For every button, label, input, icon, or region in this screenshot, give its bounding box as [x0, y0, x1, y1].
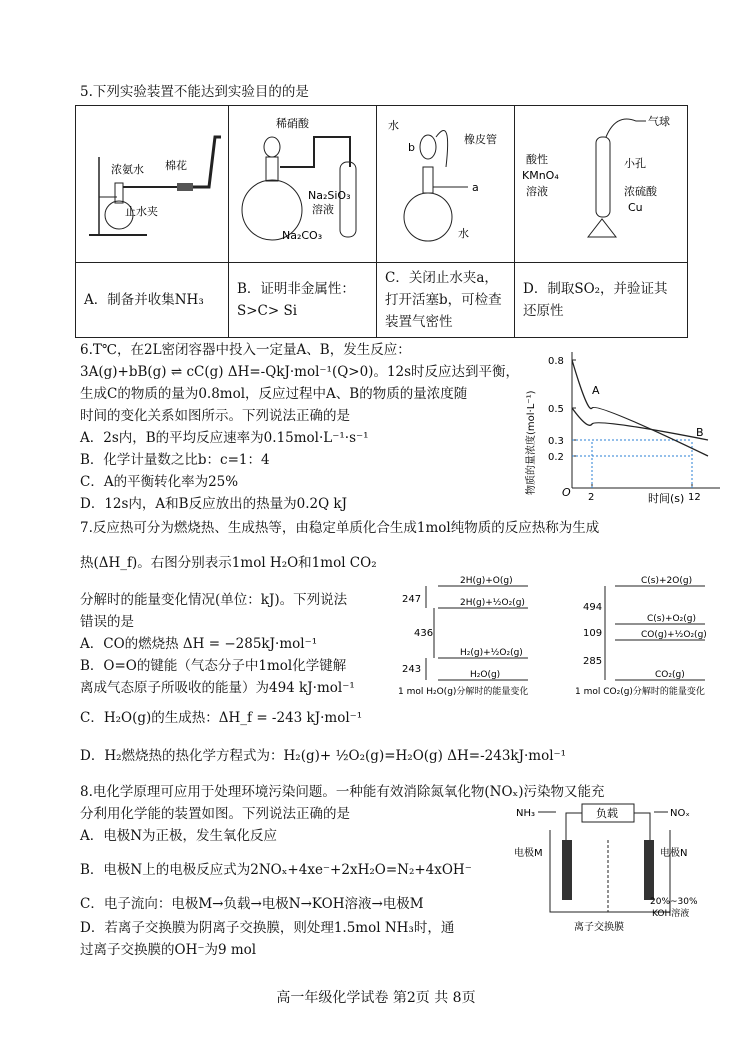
co2-value-0: 494 — [583, 602, 603, 613]
apparatus-b-label-3: Na₂CO₃ — [282, 229, 323, 242]
q5-option-b: B．证明非金属性：S>C> Si — [229, 263, 377, 338]
chart-series-label-b: B — [696, 426, 704, 439]
load-label: 负载 — [596, 807, 618, 820]
apparatus-c-label-1: b — [408, 141, 415, 154]
q7-option-d: D．H₂燃烧热的热化学方程式为：H₂(g)+ ½O₂(g)=H₂O(g) ΔH=-243kJ·mol⁻¹ — [80, 748, 567, 764]
chart-y-tick-label-1: 0.3 — [548, 436, 564, 447]
apparatus-d-label-5: 浓硫酸 — [624, 185, 657, 198]
apparatus-d-label-3: 溶液 — [526, 185, 548, 198]
page-footer: 高一年级化学试卷 第2页 共 8页 — [276, 990, 476, 1006]
chart-origin: O — [562, 486, 571, 499]
apparatus-c-figure — [378, 107, 513, 257]
apparatus-b-label-1: Na₂SiO₃ — [308, 189, 351, 202]
h2o-value-2: 243 — [402, 664, 422, 675]
chart-series-label-a: A — [592, 384, 600, 397]
chart-y-tick-label-0: 0.2 — [548, 452, 564, 463]
q7-line-2: 热(ΔH_f)。右图分别表示1mol H₂O和1mol CO₂ — [80, 555, 377, 571]
apparatus-c-label-4: 水 — [458, 227, 469, 240]
chart-xlabel: 时间(s) — [648, 492, 685, 505]
chart-y-tick-label-3: 0.8 — [548, 356, 564, 367]
chart-ylabel: 物质的量浓度(mol·L⁻¹) — [526, 390, 537, 495]
apparatus-a-cell — [76, 106, 229, 263]
q8-line-1: 8.电化学原理可应用于处理环境污染问题。一种能有效消除氮氧化物(NOₓ)污染物又能充 — [80, 784, 605, 800]
q6-option-d: D．12s内，A和B反应放出的热量为0.2Q kJ — [80, 496, 348, 512]
q6-option-c: C．A的平衡转化率为25% — [80, 474, 239, 490]
koh-label-1: 20%~30% — [650, 897, 698, 907]
co2-level-1: C(s)+O₂(g) — [647, 614, 696, 624]
h2o-caption: 1 mol H₂O(g)分解时的能量变化 — [398, 687, 529, 697]
apparatus-a-label-1: 棉花 — [165, 159, 187, 172]
q6-option-a: A．2s内，B的平均反应速率为0.15mol·L⁻¹·s⁻¹ — [80, 430, 369, 446]
electrode-m — [562, 840, 572, 900]
apparatus-d-label-0: 气球 — [648, 115, 670, 128]
q7-line-4: 错误的是 — [80, 614, 134, 630]
electrochemical-cell-diagram — [510, 800, 710, 940]
co2-caption: 1 mol CO₂(g)分解时的能量变化 — [575, 687, 705, 697]
apparatus-d-figure — [516, 107, 686, 257]
q8-option-d-2: 过离子交换膜的OH⁻为9 mol — [80, 942, 257, 958]
apparatus-a-label-2: 止水夹 — [125, 205, 158, 218]
co2-level-2: CO(g)+½O₂(g) — [641, 630, 707, 640]
apparatus-c-label-3: a — [472, 181, 479, 194]
koh-label-2: KOH溶液 — [652, 909, 690, 919]
chart-y-tick-label-2: 0.5 — [548, 404, 564, 415]
apparatus-c-label-0: 水 — [388, 119, 399, 132]
h2o-level-2: H₂(g)+½O₂(g) — [460, 648, 523, 658]
electrode-n — [644, 840, 654, 900]
apparatus-d-label-2: KMnO₄ — [522, 169, 559, 182]
q7-option-b-2: 离成气态原子所吸收的能量）为494 kJ·mol⁻¹ — [80, 680, 355, 696]
nh3-label: NH₃ — [516, 808, 536, 819]
q8-option-b: B．电极N上的电极反应式为2NOₓ+4xe⁻+2xH₂O=N₂+4xOH⁻ — [80, 862, 472, 878]
q5-stem: 5.下列实验装置不能达到实验目的的是 — [80, 84, 309, 100]
q5-option-a: A．制备并收集NH₃ — [76, 263, 229, 338]
electrode-n-label: 电极N — [660, 848, 688, 859]
apparatus-a-figure — [77, 107, 227, 257]
q7-option-a: A．CO的燃烧热 ΔH = −285kJ·mol⁻¹ — [80, 636, 318, 652]
q6-line-3: 生成C的物质的量为0.8mol，反应过程中A、B的物质的量浓度随 — [80, 386, 468, 402]
h2o-value-1: 436 — [414, 628, 434, 639]
co2-level-0: C(s)+2O(g) — [641, 576, 693, 586]
concentration-time-chart — [520, 350, 720, 505]
q8-option-a: A．电极N为正极，发生氧化反应 — [80, 828, 278, 844]
apparatus-d-label-4: 小孔 — [624, 157, 646, 170]
apparatus-d-cell — [515, 106, 688, 263]
co2-value-1: 109 — [583, 628, 603, 639]
co2-value-2: 285 — [583, 656, 603, 667]
chart-x-tick-label-1: 12 — [688, 492, 701, 503]
apparatus-c-cell — [377, 106, 515, 263]
q6-line-1: 6.T℃，在2L密闭容器中投入一定量A、B，发生反应： — [80, 342, 411, 358]
co2-level-3: CO₂(g) — [655, 670, 685, 680]
q6-line-4: 时间的变化关系如图所示。下列说法正确的是 — [80, 408, 350, 424]
apparatus-b-label-2: 溶液 — [312, 203, 334, 216]
chart-series-a — [572, 360, 708, 456]
q5-option-d: D．制取SO₂，并验证其还原性 — [515, 263, 688, 338]
q7-option-b-1: B．O=O的键能（气态分子中1mol化学键解 — [80, 658, 347, 674]
h2o-level-1: 2H(g)+½O₂(g) — [460, 598, 525, 608]
apparatus-d-label-1: 酸性 — [526, 153, 548, 166]
q8-option-c: C．电子流向：电极M→负载→电极N→KOH溶液→电极M — [80, 896, 424, 912]
q6-option-b: B．化学计量数之比b：c=1：4 — [80, 452, 270, 468]
q6-line-2: 3A(g)+bB(g) ⇌ cC(g) ΔH=-QkJ·mol⁻¹(Q>0)。12s时反应达到平衡， — [80, 364, 520, 380]
apparatus-d-label-6: Cu — [628, 201, 643, 214]
h2o-level-3: H₂O(g) — [470, 670, 501, 680]
apparatus-b-figure — [230, 107, 375, 257]
q5-option-c: C．关闭止水夹a，打开活塞b，可检查装置气密性 — [377, 263, 515, 338]
apparatus-c-label-2: 橡皮管 — [464, 133, 497, 146]
membrane-label: 离子交换膜 — [574, 922, 624, 933]
q8-line-2: 分利用化学能的装置如图。下列说法正确的是 — [80, 806, 350, 822]
q7-option-c: C．H₂O(g)的生成热：ΔH_f = -243 kJ·mol⁻¹ — [80, 710, 363, 726]
co2-energy-diagram — [575, 572, 735, 697]
q7-line-3: 分解时的能量变化情况(单位：kJ)。下列说法 — [80, 592, 348, 608]
h2o-energy-diagram — [398, 572, 558, 697]
h2o-level-0: 2H(g)+O(g) — [460, 576, 513, 586]
q8-option-d-1: D．若离子交换膜为阴离子交换膜，则处理1.5mol NH₃时，通 — [80, 920, 455, 936]
q5-table — [75, 105, 688, 338]
nox-label: NOₓ — [670, 808, 690, 819]
chart-x-tick-label-0: 2 — [588, 492, 595, 503]
h2o-value-0: 247 — [402, 594, 422, 605]
apparatus-b-label-0: 稀硝酸 — [276, 117, 309, 130]
electrode-m-label: 电极M — [514, 848, 543, 859]
q7-line-1: 7.反应热可分为燃烧热、生成热等，由稳定单质化合生成1mol纯物质的反应热称为生成 — [80, 520, 600, 536]
apparatus-a-label-0: 浓氨水 — [111, 163, 144, 176]
apparatus-b-cell — [229, 106, 377, 263]
